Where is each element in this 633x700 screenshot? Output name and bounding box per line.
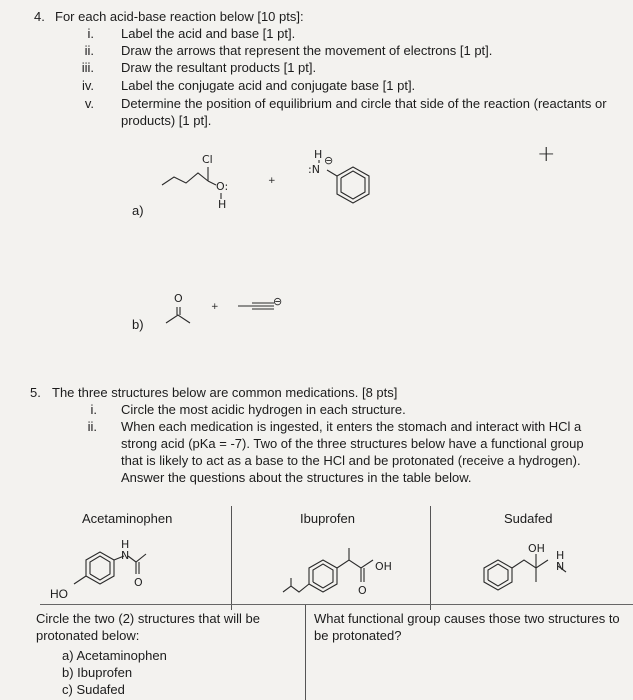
ring-inner [313, 564, 333, 588]
ho-bond [74, 576, 86, 584]
hydrogen-atom: H [314, 148, 323, 161]
q4-item-num: iv. [81, 78, 94, 93]
ring-inner [488, 564, 508, 586]
q4-item-text: Determine the position of equilibrium and circle that side of the reaction (reactants or products) [1 pt]. [121, 96, 607, 128]
nitrogen-atom: :N [308, 163, 320, 176]
q4-item-text: Draw the resultant products [1 pt]. [121, 60, 317, 75]
chlorine-atom: Cl [202, 153, 213, 166]
q4-item-text: Label the acid and base [1 pt]. [121, 26, 296, 41]
carboxyl-oxygen: O [358, 584, 367, 597]
n-c-bond [327, 170, 337, 176]
carboxyl-oh: OH [375, 560, 392, 573]
propionic-chain [337, 560, 373, 568]
benzene-ring-a [315, 160, 380, 220]
ibuprofen-structure [275, 540, 415, 602]
amide-oxygen: O [134, 576, 143, 589]
q5-number: 5. [30, 385, 41, 400]
reaction-a-label: a) [132, 203, 144, 218]
table-row-line [40, 604, 633, 605]
table-divider-2 [430, 506, 431, 610]
plus-sign-large: + [537, 142, 556, 167]
functional-group-question: What functional group causes those two structures to be protonated? [314, 611, 620, 643]
oxygen-atom: O [174, 292, 183, 305]
q4-header: For each acid-base reaction below [10 pts]: [55, 9, 304, 24]
reaction-b-label: b) [132, 317, 144, 332]
c-o-bond [208, 181, 216, 185]
q5-header: The three structures below are common medications. [8 pts] [52, 385, 398, 400]
amide [128, 554, 146, 562]
amine-hydrogen: H [556, 549, 565, 562]
hydroxyl-oh: OH [528, 542, 545, 555]
q4-number: 4. [34, 9, 45, 24]
q4-item-text: Draw the arrows that represent the movement of electrons [1 pt]. [121, 43, 493, 58]
option-acetaminophen: a) Acetaminophen [62, 648, 167, 663]
isobutyl-chain [283, 584, 309, 592]
ring-inner [90, 556, 110, 580]
negative-charge: ⊖ [324, 154, 334, 167]
option-ibuprofen: b) Ibuprofen [62, 665, 133, 680]
header-ibuprofen: Ibuprofen [300, 511, 355, 526]
header-sudafed: Sudafed [504, 511, 553, 526]
plus-sign: + [211, 302, 219, 312]
q5-item-text: When each medication is ingested, it enters the stomach and interact with HCl a strong acid (pKa = -7). Two of the three structures below have a functional group that is likely to act as a base to the HCl and be protonated (receive a hydrogen). Answer the questions about the structures in the table below. [121, 419, 584, 485]
q4-item-text: Label the conjugate acid and conjugate base [1 pt]. [121, 78, 416, 93]
amine-nitrogen: N [556, 560, 565, 573]
q4-item-num: i. [87, 26, 94, 41]
plus-sign: + [268, 176, 276, 186]
q5-item-num: ii. [87, 419, 97, 434]
ho-label: HO [50, 587, 68, 601]
acetaminophen-structure [62, 538, 202, 600]
negative-charge: ⊖ [273, 295, 283, 308]
q4-item-num: iii. [81, 60, 94, 75]
side-chain [512, 560, 548, 568]
ring [337, 167, 369, 203]
q5-item-text: Circle the most acidic hydrogen in each structure. [121, 402, 406, 417]
hydrogen-atom: H [218, 198, 227, 211]
ring-inner [341, 171, 365, 199]
acetone-skeleton [166, 315, 190, 323]
q5-item-num: i. [90, 402, 97, 417]
option-sudafed: c) Sudafed [62, 682, 125, 697]
q4-item-num: v. [84, 96, 94, 111]
protonated-question: Circle the two (2) structures that will be protonated below: [36, 611, 260, 643]
table-divider-1 [231, 506, 232, 610]
alkyl-chain [162, 173, 208, 185]
amide-hydrogen: H [121, 538, 130, 551]
q4-item-num: ii. [84, 43, 94, 58]
amide-nitrogen: N [121, 549, 130, 562]
header-acetaminophen: Acetaminophen [82, 511, 173, 526]
oxygen-atom: O: [216, 180, 229, 193]
table-divider-3 [305, 604, 306, 700]
